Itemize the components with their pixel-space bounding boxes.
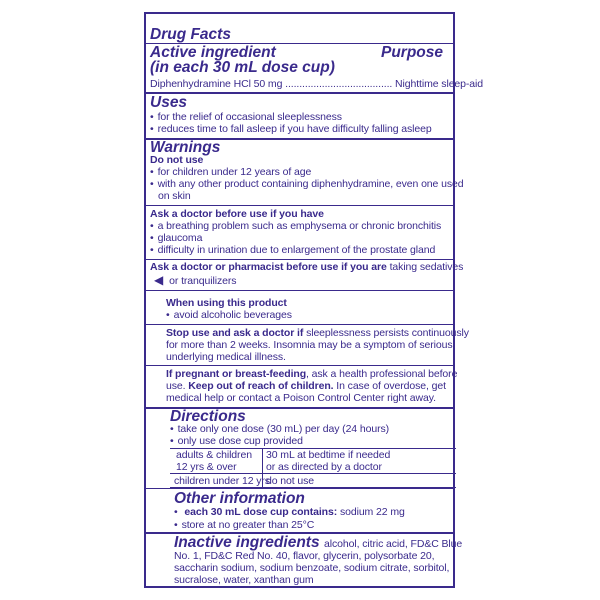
stop-use-line xyxy=(166,327,469,339)
table-rule xyxy=(170,473,456,474)
warnings-heading: Warnings xyxy=(150,139,221,156)
table-cell-dose: 30 mL at bedtime if needed xyxy=(266,449,391,461)
divider xyxy=(146,205,453,206)
purpose-heading: Purpose xyxy=(380,44,443,61)
panel-title: Drug Facts xyxy=(150,26,231,43)
uses-item: • reduces time to fall asleep if you have difficulty falling asleep xyxy=(150,123,432,135)
directions-item: • take only one dose (30 mL) per day (24 hours) xyxy=(170,423,389,435)
triangle-left-icon: ◀ xyxy=(154,273,164,287)
inactive-text: sucralose, water, xanthan gum xyxy=(174,574,314,586)
pregnancy-text: , ask a health professional before xyxy=(306,368,458,380)
do-not-use-heading: Do not use xyxy=(150,154,204,166)
directions-item: • only use dose cup provided xyxy=(170,435,303,447)
pregnancy-line xyxy=(166,368,457,380)
overdose-text: In case of overdose, get xyxy=(336,380,446,392)
stop-use-text: underlying medical illness. xyxy=(166,351,286,363)
drug-facts-panel xyxy=(144,12,484,588)
ask-pharmacist-heading: Ask a doctor or pharmacist before use if you are xyxy=(150,261,387,273)
divider xyxy=(146,324,453,325)
do-not-use-item: • with any other product containing diphenhydramine, even one used xyxy=(150,178,463,190)
divider xyxy=(146,488,453,489)
ask-doctor-item: • a breathing problem such as emphysema or chronic bronchitis xyxy=(150,220,441,232)
pregnancy-line2 xyxy=(166,380,446,392)
uses-item: • for the relief of occasional sleeplessness xyxy=(150,111,342,123)
table-cell-who: children under 12 yrs xyxy=(174,475,270,487)
ingredient-line xyxy=(150,78,483,90)
divider xyxy=(146,92,453,94)
other-info-item xyxy=(174,506,405,518)
ask-pharmacist-text-cont: or tranquilizers xyxy=(169,275,237,287)
uses-heading: Uses xyxy=(150,94,188,111)
sodium-amount: sodium 22 mg xyxy=(339,506,405,518)
ask-pharmacist-text: taking sedatives xyxy=(389,261,464,273)
ask-doctor-item: • glaucoma xyxy=(150,232,202,244)
do-not-use-item-cont: on skin xyxy=(158,190,191,202)
ask-doctor-heading: Ask a doctor before use if you have xyxy=(150,208,324,220)
active-subheading: (in each 30 mL dose cup) xyxy=(150,59,335,76)
divider xyxy=(146,290,453,291)
ingredient-leader: ...................................... xyxy=(285,78,393,90)
ask-pharmacist-line2 xyxy=(154,274,236,287)
when-using-item: • avoid alcoholic beverages xyxy=(166,309,292,321)
pregnancy-heading: If pregnant or breast-feeding xyxy=(166,368,307,380)
overdose-text: medical help or contact a Poison Control Center right away. xyxy=(166,392,436,404)
inactive-text: No. 1, FD&C Red No. 40, flavor, glycerin, polysorbate 20, xyxy=(174,550,435,562)
directions-heading: Directions xyxy=(170,408,246,425)
table-cell-dose: or as directed by a doctor xyxy=(266,461,382,473)
divider xyxy=(146,365,453,366)
table-cell-who: 12 yrs & over xyxy=(176,461,237,473)
table-cell-dose: do not use xyxy=(266,475,315,487)
stop-use-text: sleeplessness persists continuously xyxy=(306,327,469,339)
inactive-text: saccharin sodium, sodium benzoate, sodium citrate, sorbitol, xyxy=(174,562,450,574)
keep-out-of-reach: Keep out of reach of children. xyxy=(188,380,334,392)
ingredient-name: Diphenhydramine HCl 50 mg xyxy=(150,78,283,90)
active-heading: Active ingredient xyxy=(150,44,276,61)
ask-doctor-item: • difficulty in urination due to enlargement of the prostate gland xyxy=(150,244,435,256)
when-using-heading: When using this product xyxy=(166,297,287,309)
ask-pharmacist-line xyxy=(150,261,463,273)
inactive-text: alcohol, citric acid, FD&C Blue xyxy=(324,538,463,550)
stop-use-heading: Stop use and ask a doctor if xyxy=(166,327,304,339)
other-info-item: • store at no greater than 25°C xyxy=(174,519,314,531)
other-info-heading: Other information xyxy=(174,490,305,507)
do-not-use-item: • for children under 12 years of age xyxy=(150,166,311,178)
table-cell-who: adults & children xyxy=(176,449,252,461)
divider xyxy=(146,259,453,260)
pregnancy-text: use. xyxy=(166,380,186,392)
stop-use-text: for more than 2 weeks. Insomnia may be a symptom of serious xyxy=(166,339,453,351)
dose-cup-label: each 30 mL dose cup contains: xyxy=(184,506,338,518)
ingredient-purpose: Nighttime sleep-aid xyxy=(395,78,484,90)
inactive-heading: Inactive ingredients xyxy=(174,534,320,551)
